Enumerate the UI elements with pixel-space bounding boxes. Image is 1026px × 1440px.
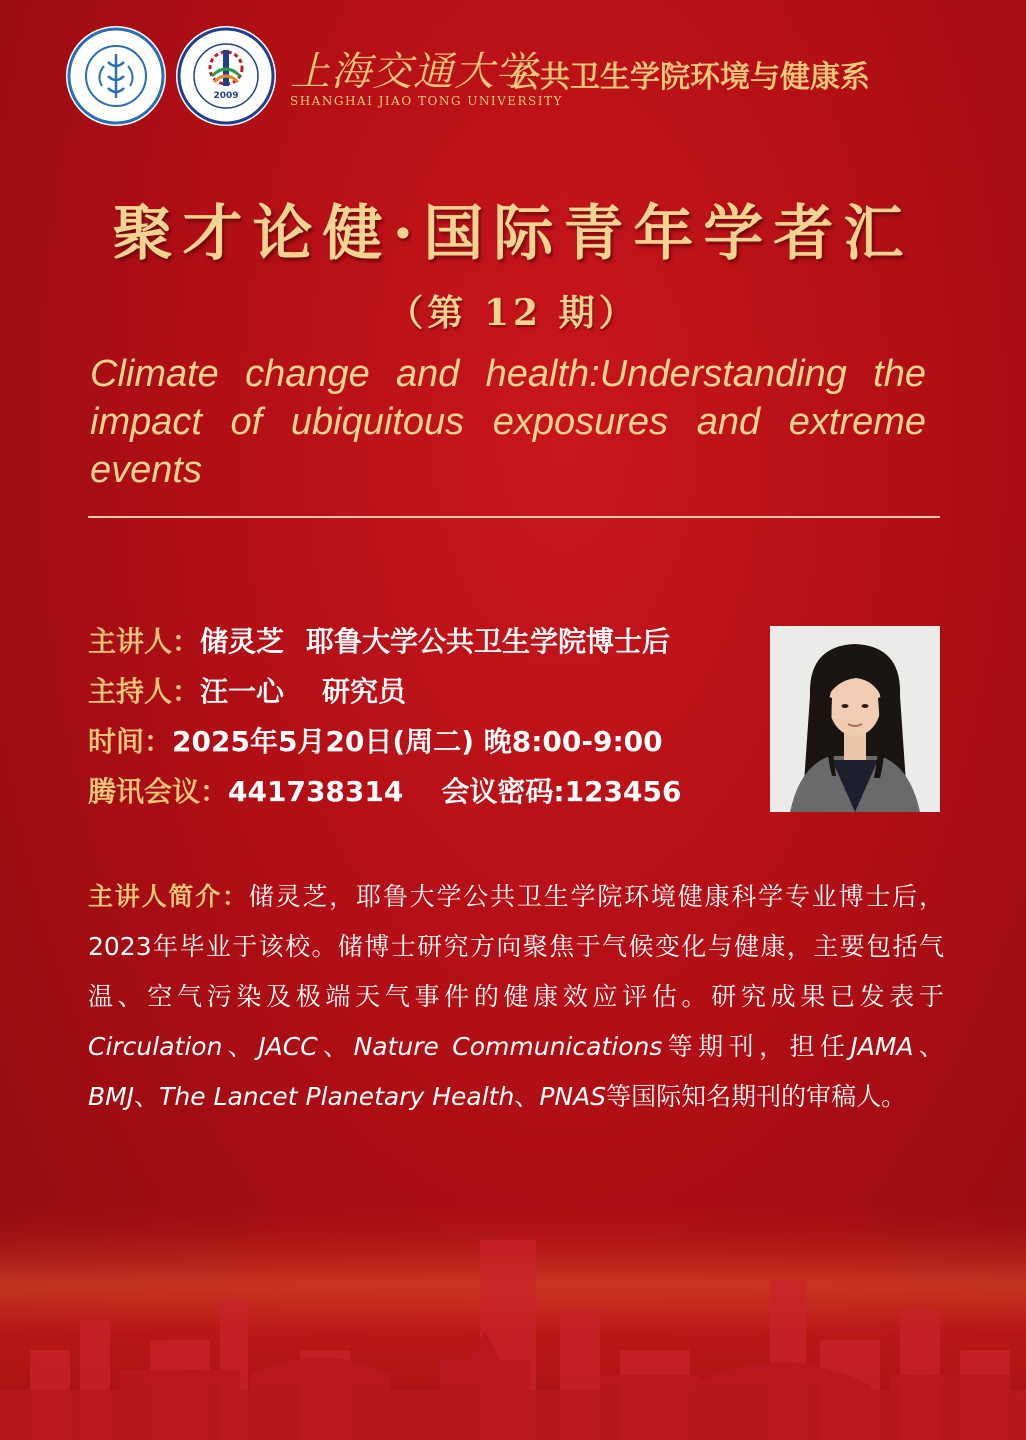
journal-jama: JAMA [850, 1032, 914, 1061]
bio-text-1: 储灵芝，耶鲁大学公共卫生学院环境健康科学专业博士后，2023年毕业于该校。储博士研究方向聚焦于气候变化与健康，主要包括气温、空气污染及极端天气事件的健康效应评估。研究成果已发表于 [88, 882, 944, 1011]
speaker-name: 储灵芝 [200, 625, 285, 658]
issue-number: （第 12 期） [387, 292, 639, 334]
meeting-id: 441738314 [228, 775, 404, 808]
bio-text-2: 等期刊，担任 [662, 1032, 851, 1061]
journal-lancet-planetary-health: The Lancet Planetary Health [159, 1082, 515, 1111]
city-skyline-decoration [0, 1200, 1026, 1440]
host-title: 研究员 [322, 675, 407, 708]
speaker-label: 主讲人： [88, 625, 201, 658]
series-title: 聚才论健·国际青年学者汇 [112, 199, 914, 269]
bio-separator: 、 [514, 1082, 540, 1111]
time-label: 时间： [88, 725, 173, 758]
speaker-row [88, 620, 768, 670]
bio-separator: 、 [913, 1032, 944, 1061]
journal-jacc: JACC [258, 1032, 318, 1061]
meeting-row [88, 770, 768, 820]
time-value: 2025年5月20日(周二) 晚8:00-9:00 [172, 725, 663, 758]
public-health-school-logo [176, 26, 276, 126]
meeting-label: 腾讯会议： [88, 775, 229, 808]
speaker-bio [88, 872, 944, 1122]
time-row [88, 720, 768, 770]
talk-title: Climate change and health:Understanding the impact of ubiquitous exposures and extreme events [90, 353, 926, 491]
password-value: 123456 [564, 775, 682, 808]
bio-separator: 、 [222, 1032, 259, 1061]
university-name-cn: 上海交通大学 [290, 49, 536, 95]
speaker-portrait-icon [770, 626, 940, 812]
journal-bmj: BMJ [88, 1082, 135, 1111]
speaker-affiliation: 耶鲁大学公共卫生学院博士后 [306, 625, 671, 658]
journal-pnas: PNAS [539, 1082, 607, 1111]
department-name: 公共卫生学院环境与健康系 [510, 60, 870, 95]
speaker-photo [770, 626, 940, 812]
journal-circulation: Circulation [88, 1032, 223, 1061]
university-name-en: SHANGHAI JIAO TONG UNIVERSITY [290, 94, 563, 108]
host-label: 主持人： [88, 675, 201, 708]
bio-label: 主讲人简介： [88, 882, 249, 911]
medical-school-logo [66, 26, 166, 126]
bio-separator: 、 [134, 1082, 160, 1111]
host-name: 汪一心 [200, 675, 285, 708]
logo-year: 2009 [213, 91, 239, 101]
journal-nature-communications: Nature Communications [353, 1032, 663, 1061]
event-info [88, 620, 768, 820]
divider [88, 516, 940, 518]
host-row [88, 670, 768, 720]
bio-separator: 、 [317, 1032, 354, 1061]
password-label: 会议密码: [441, 775, 565, 808]
bio-text-3: 等国际知名期刊的审稿人。 [606, 1082, 907, 1111]
